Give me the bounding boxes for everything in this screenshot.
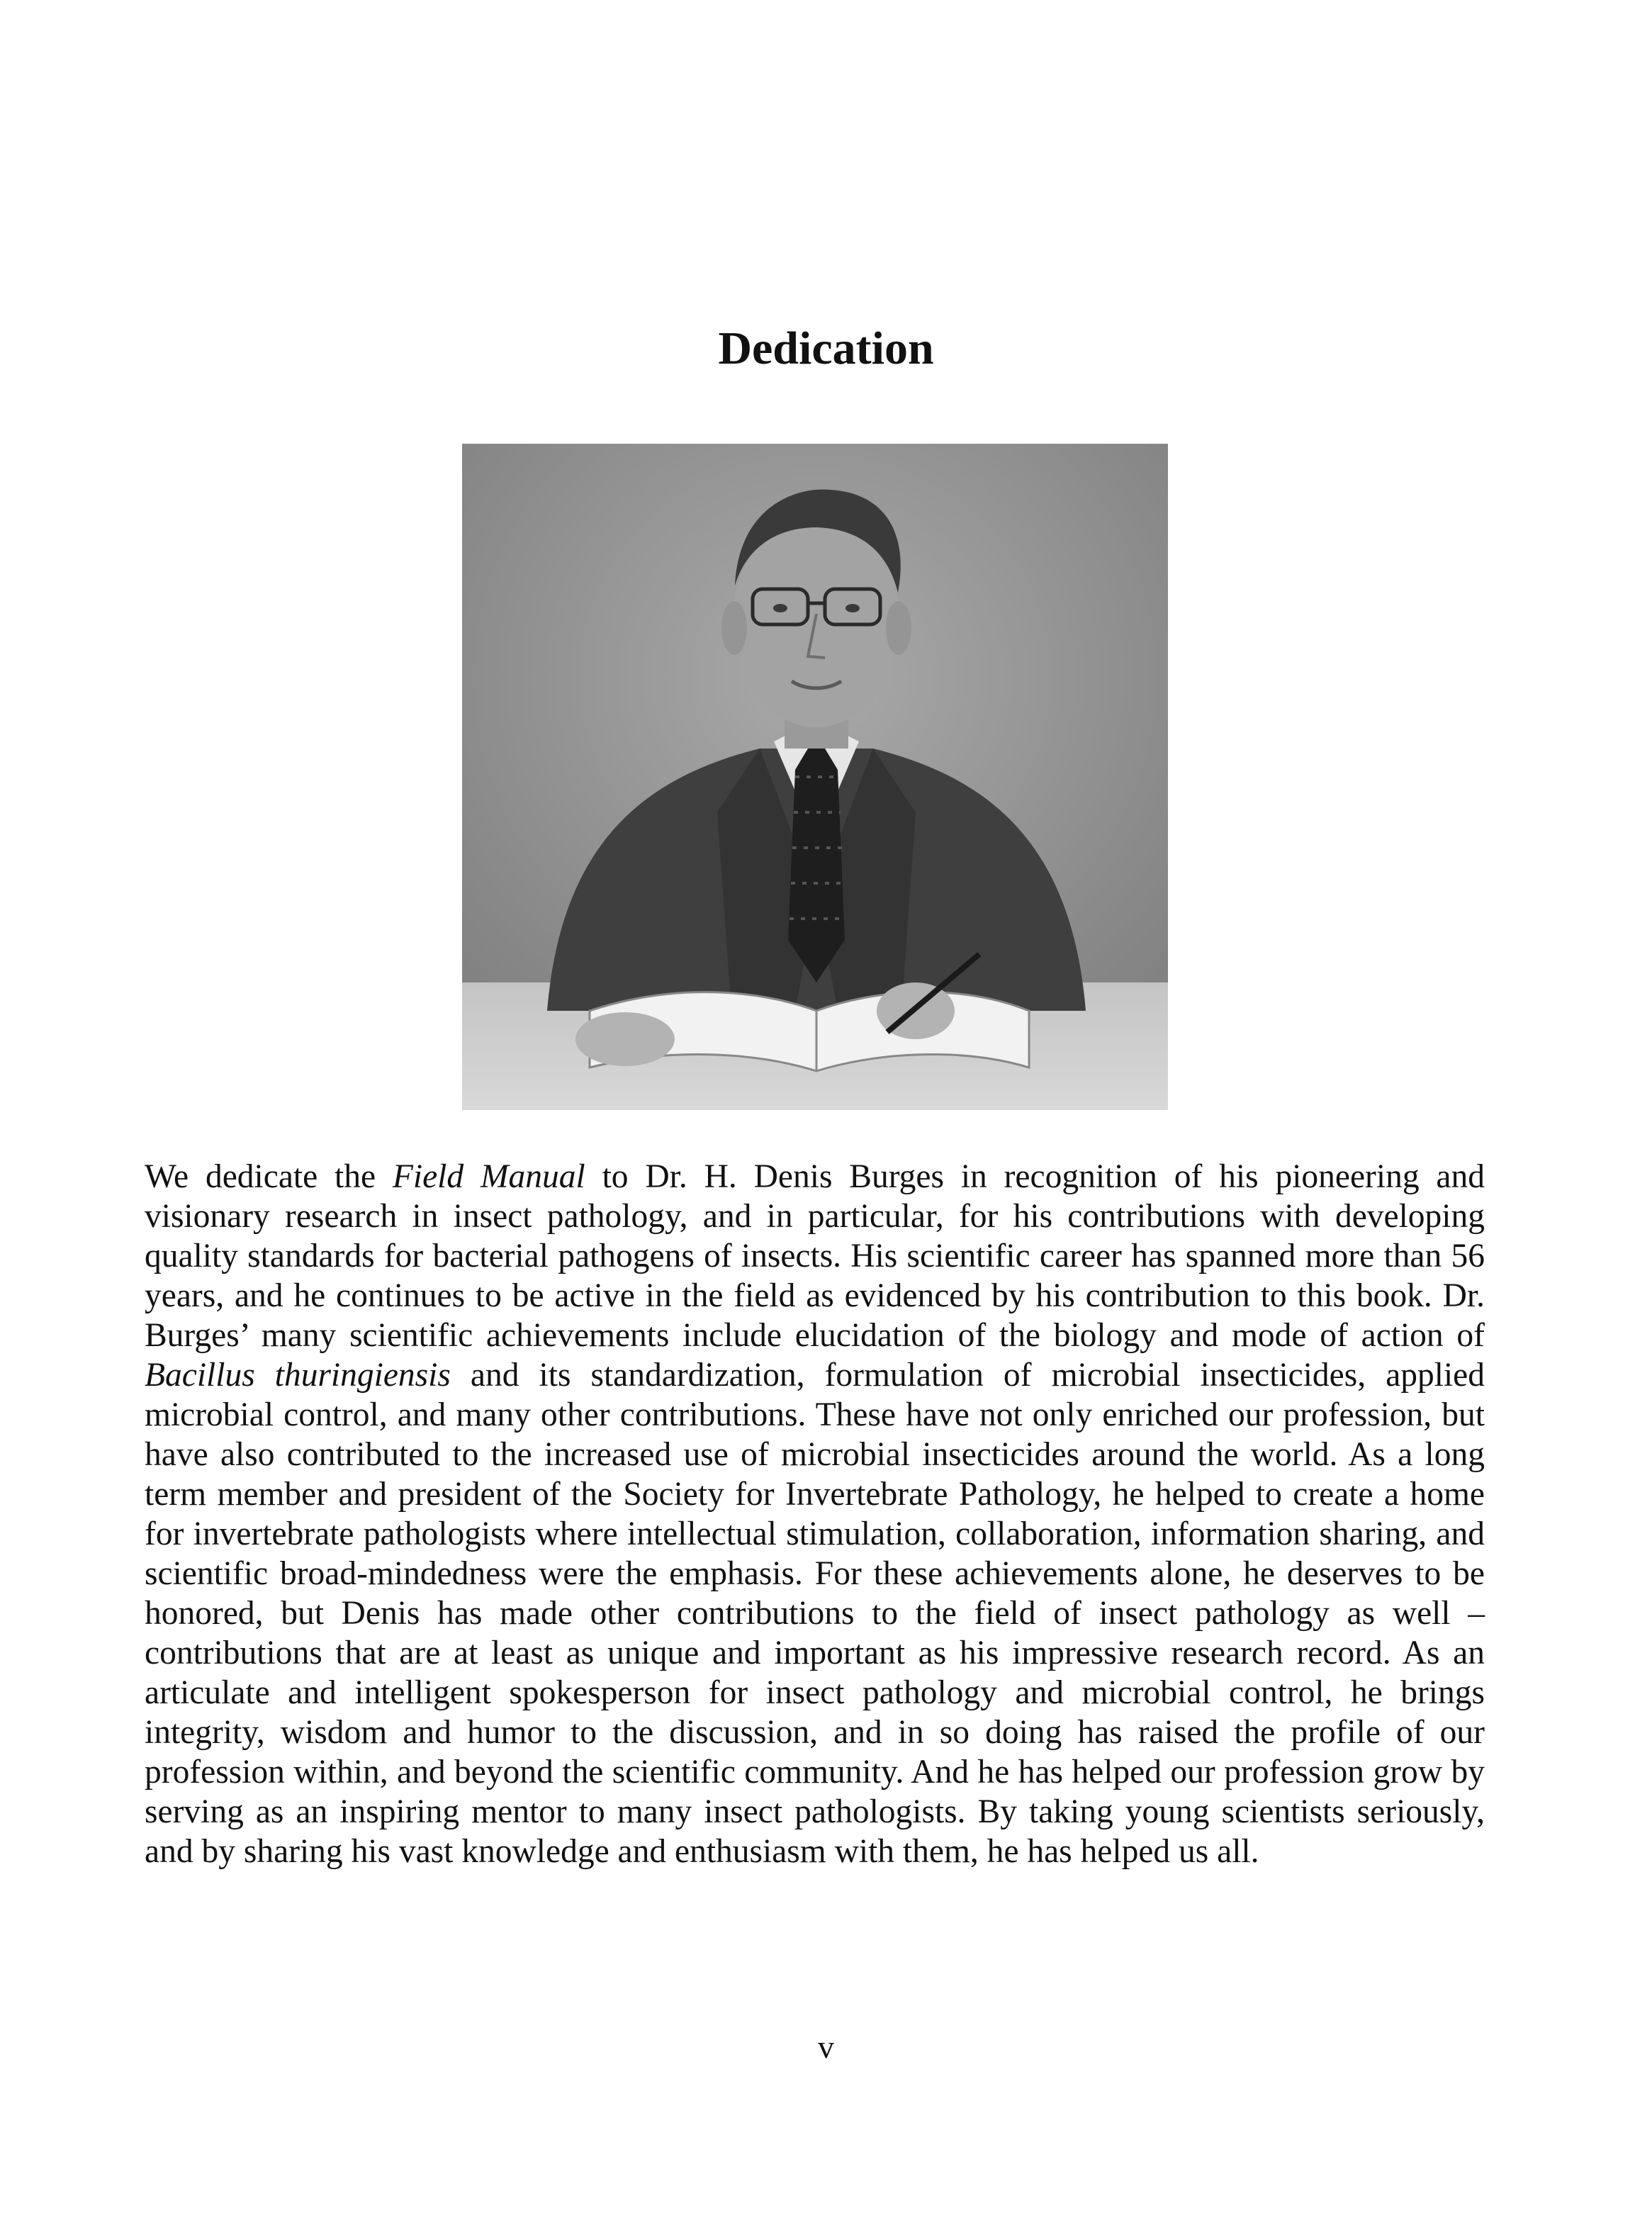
paragraph-text: We dedicate the (145, 1158, 393, 1195)
portrait-photo (462, 444, 1168, 1110)
italic-term: Field Manual (392, 1158, 585, 1195)
paragraph-text: to Dr. H. Denis Burges in recognition of his pioneering and visionary research in insect pathology, and in particular, for his contributions with developing quality standards for bacterial pathogens of insects. His scientific career has spanned more than 56 years, and he continues to be active in the field as evidenced by his contribution to this book. Dr. Burges’ many scientific achievements include elucidation of the biology and mode of action of (145, 1158, 1485, 1354)
italic-term: Bacillus thuringiensis (145, 1357, 451, 1394)
page-number: v (818, 2029, 834, 2065)
page-title: Dedication (718, 323, 934, 374)
dedication-paragraph (145, 1157, 1485, 1871)
paragraph-text: and its standardization, formulation of microbial insecticides, applied microbial control, and many other contributions. These have not only enriched our profession, but have also contributed to the increased use of microbial insecticides around the world. As a long term member and president of the Society for Invertebrate Pathology, he helped to create a home for invertebrate pathologists where intellectual stimulation, collaboration, information sharing, and scientific broad-mindedness were the emphasis. For these achievements alone, he deserves to be honored, but Denis has made other contributions to the field of insect pathology as well – contributions that are at least as unique and important as his impressive research record. As an articulate and intelligent spokesperson for insect pathology and microbial control, he brings integrity, wisdom and humor to the discussion, and in so doing has raised the profile of our profession within, and beyond the scientific community. And he has helped our profession grow by serving as an inspiring mentor to many insect pathologists. By taking young scientists seriously, and by sharing his vast knowledge and enthusiasm with them, he has helped us all. (145, 1357, 1485, 1870)
